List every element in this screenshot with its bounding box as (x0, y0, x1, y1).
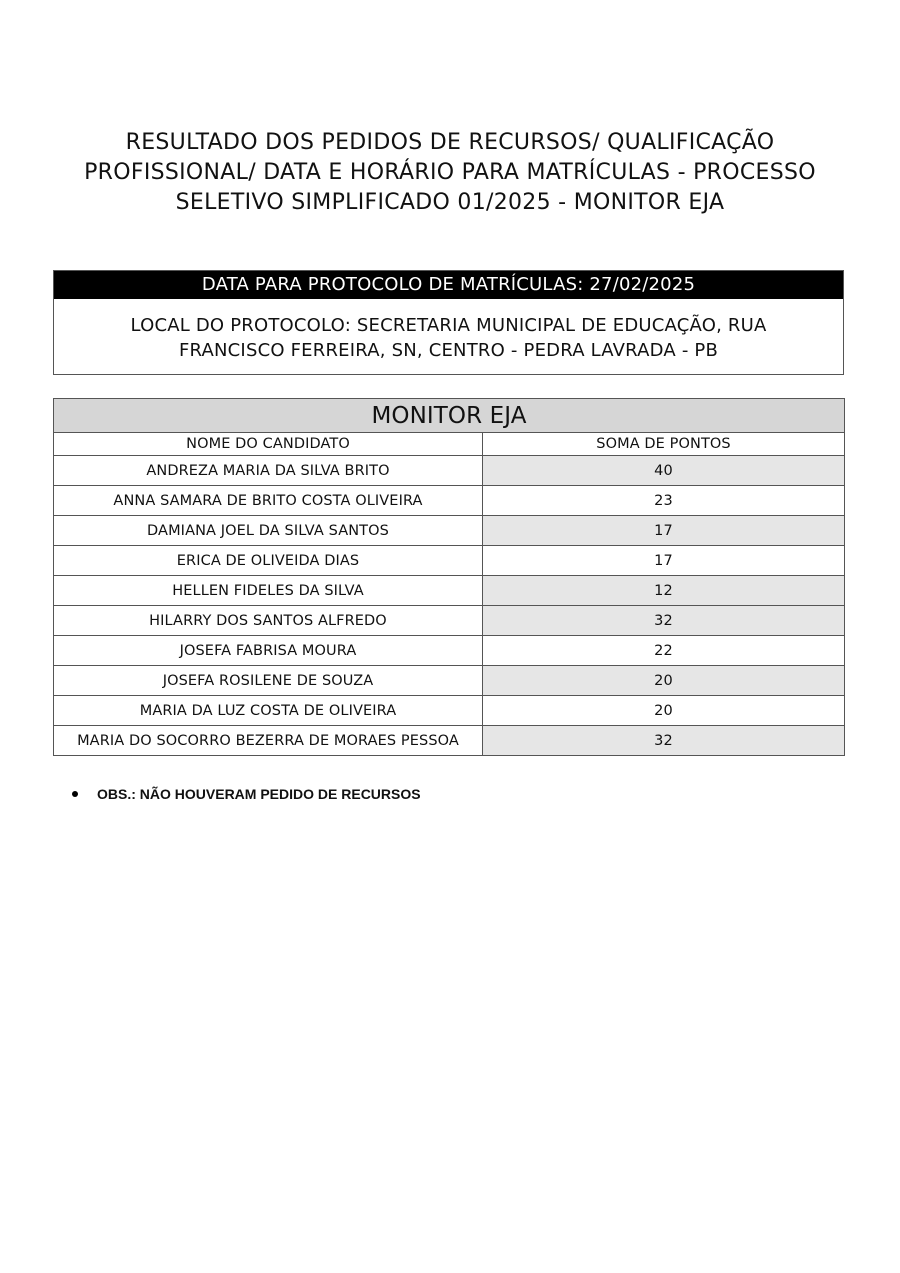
table-row (54, 666, 845, 696)
candidate-points: 40 (483, 456, 845, 486)
candidate-name: MARIA DA LUZ COSTA DE OLIVEIRA (54, 696, 483, 726)
table-row (54, 726, 845, 756)
candidate-points: 17 (483, 546, 845, 576)
column-header-name: NOME DO CANDIDATO (54, 433, 483, 456)
table-row (54, 606, 845, 636)
candidate-points: 17 (483, 516, 845, 546)
table-row (54, 516, 845, 546)
table-row (54, 456, 845, 486)
results-table (53, 398, 845, 756)
candidate-points: 12 (483, 576, 845, 606)
document-title (60, 128, 840, 218)
candidate-name: JOSEFA FABRISA MOURA (54, 636, 483, 666)
candidate-points: 32 (483, 606, 845, 636)
table-row (54, 546, 845, 576)
table-row (54, 636, 845, 666)
table-row (54, 576, 845, 606)
protocol-date-header: DATA PARA PROTOCOLO DE MATRÍCULAS: 27/02/2025 (54, 271, 843, 299)
candidate-points: 32 (483, 726, 845, 756)
observation-note (72, 786, 421, 802)
candidate-points: 23 (483, 486, 845, 516)
candidate-name: JOSEFA ROSILENE DE SOUZA (54, 666, 483, 696)
candidate-name: ANNA SAMARA DE BRITO COSTA OLIVEIRA (54, 486, 483, 516)
candidate-name: ANDREZA MARIA DA SILVA BRITO (54, 456, 483, 486)
candidate-name: HELLEN FIDELES DA SILVA (54, 576, 483, 606)
candidate-name: HILARRY DOS SANTOS ALFREDO (54, 606, 483, 636)
column-header-points: SOMA DE PONTOS (483, 433, 845, 456)
bullet-icon (72, 791, 78, 797)
candidate-points: 20 (483, 666, 845, 696)
candidate-points: 22 (483, 636, 845, 666)
protocol-location-line-2: FRANCISCO FERREIRA, SN, CENTRO - PEDRA LAVRADA - PB (178, 340, 719, 361)
candidate-name: ERICA DE OLIVEIDA DIAS (54, 546, 483, 576)
candidate-name: DAMIANA JOEL DA SILVA SANTOS (54, 516, 483, 546)
title-line-3: SELETIVO SIMPLIFICADO 01/2025 - MONITOR EJA (175, 190, 725, 215)
protocol-info-box (53, 270, 844, 375)
protocol-location-line-1: LOCAL DO PROTOCOLO: SECRETARIA MUNICIPAL DE EDUCAÇÃO, RUA (130, 315, 767, 336)
candidate-points: 20 (483, 696, 845, 726)
table-row (54, 696, 845, 726)
title-line-1: RESULTADO DOS PEDIDOS DE RECURSOS/ QUALIFICAÇÃO (125, 130, 775, 155)
table-row (54, 486, 845, 516)
title-line-2: PROFISSIONAL/ DATA E HORÁRIO PARA MATRÍCULAS - PROCESSO (84, 160, 816, 185)
table-title: MONITOR EJA (54, 399, 845, 433)
observation-text: OBS.: NÃO HOUVERAM PEDIDO DE RECURSOS (97, 786, 421, 802)
candidate-name: MARIA DO SOCORRO BEZERRA DE MORAES PESSOA (54, 726, 483, 756)
protocol-location (54, 299, 843, 363)
